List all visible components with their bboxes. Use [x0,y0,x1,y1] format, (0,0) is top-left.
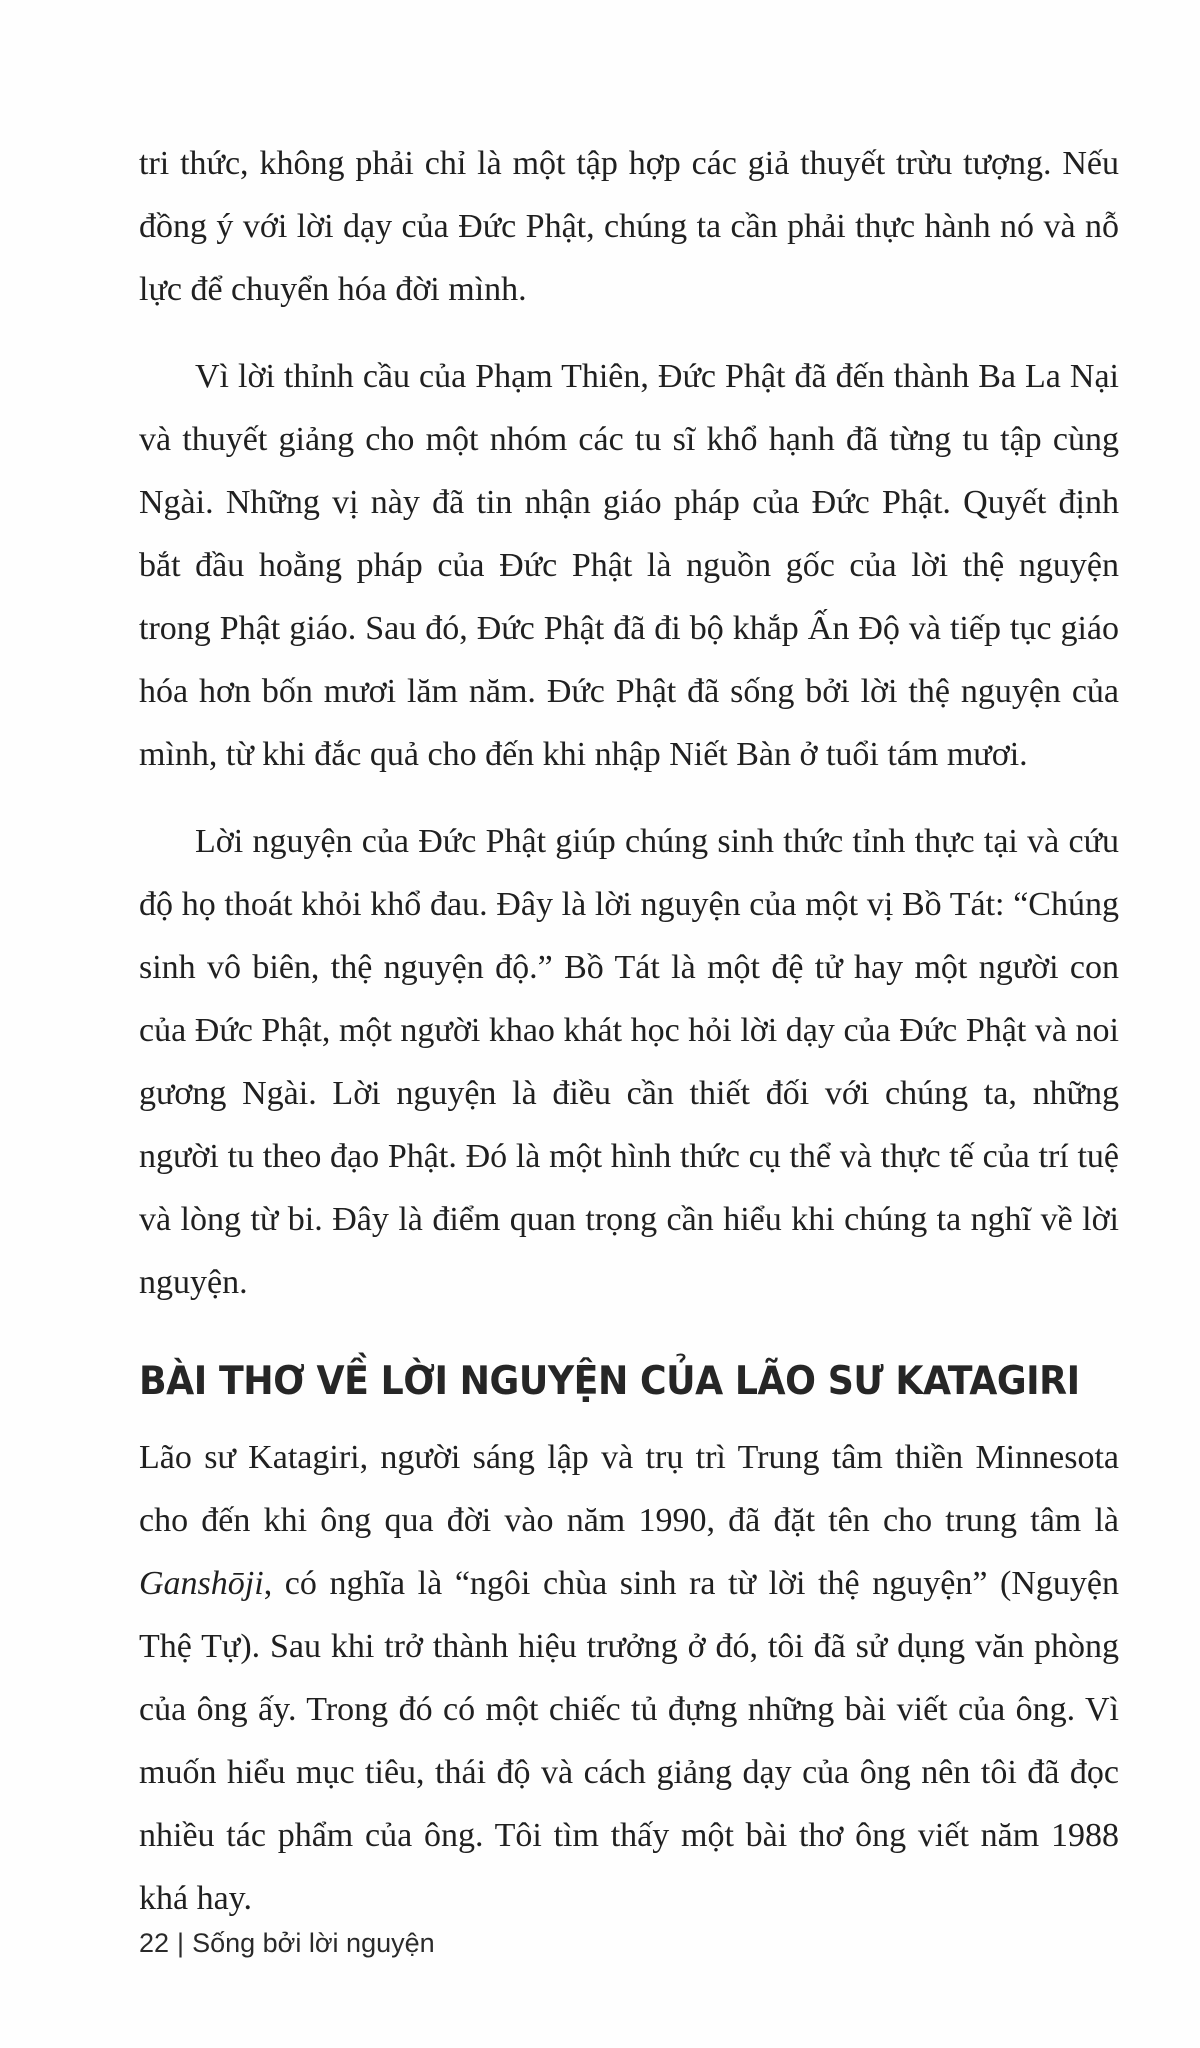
paragraph-4 [139,1426,1119,1930]
ganshoji-term: Ganshōji [139,1565,264,1602]
paragraph-2: Vì lời thỉnh cầu của Phạm Thiên, Đức Phật đã đến thành Ba La Nại và thuyết giảng cho một nhóm các tu sĩ khổ hạnh đã từng tu tập cùng Ngài. Những vị này đã tin nhận giáo pháp của Đức Phật. Quyết định bắt đầu hoằng pháp của Đức Phật là nguồn gốc của lời thệ nguyện trong Phật giáo. Sau đó, Đức Phật đã đi bộ khắp Ấn Độ và tiếp tục giáo hóa hơn bốn mươi lăm năm. Đức Phật đã sống bởi lời thệ nguyện của mình, từ khi đắc quả cho đến khi nhập Niết Bàn ở tuổi tám mươi. [139,358,1119,773]
paragraph-1: tri thức, không phải chỉ là một tập hợp các giả thuyết trừu tượng. Nếu đồng ý với lời dạy của Đức Phật, chúng ta cần phải thực hành nó và nỗ lực để chuyển hóa đời mình. [139,145,1119,308]
page-body [139,132,1119,1954]
paragraph-4-text-start: Lão sư Katagiri, người sáng lập và trụ trì Trung tâm thiền Minnesota cho đến khi ông qua đời vào năm 1990, đã đặt tên cho trung tâm là [139,1439,1119,1539]
running-title: Sống bởi lời nguyện [192,1928,435,1958]
section-heading: BÀI THƠ VỀ LỜI NGUYỆN CỦA LÃO SƯ KATAGIRI [139,1359,1080,1404]
footer-separator: | [177,1928,185,1958]
paragraph-4-text-end: , có nghĩa là “ngôi chùa sinh ra từ lời thệ nguyện” (Nguyện Thệ Tự). Sau khi trở thành hiệu trưởng ở đó, tôi đã sử dụng văn phòng của ông ấy. Trong đó có một chiếc tủ đựng những bài viết của ông. Vì muốn hiểu mục tiêu, thái độ và cách giảng dạy của ông nên tôi đã đọc nhiều tác phẩm của ông. Tôi tìm thấy một bài thơ ông viết năm 1988 khá hay. [139,1565,1119,1917]
paragraph-3: Lời nguyện của Đức Phật giúp chúng sinh thức tỉnh thực tại và cứu độ họ thoát khỏi khổ đau. Đây là lời nguyện của một vị Bồ Tát: “Chúng sinh vô biên, thệ nguyện độ.” Bồ Tát là một đệ tử hay một người con của Đức Phật, một người khao khát học hỏi lời dạy của Đức Phật và noi gương Ngài. Lời nguyện là điều cần thiết đối với chúng ta, những người tu theo đạo Phật. Đó là một hình thức cụ thể và thực tế của trí tuệ và lòng từ bi. Đây là điểm quan trọng cần hiểu khi chúng ta nghĩ về lời nguyện. [139,823,1119,1301]
page-footer [139,1928,435,1959]
page-number: 22 [139,1928,170,1958]
